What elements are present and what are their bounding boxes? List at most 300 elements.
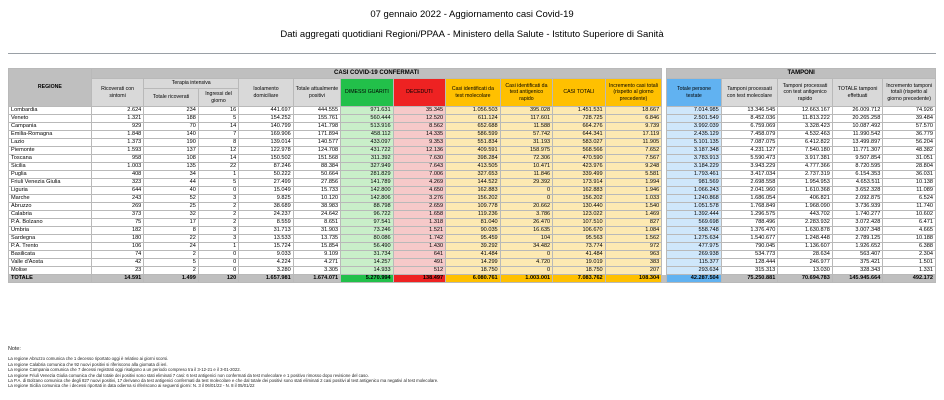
value-cell: 929 [91,123,144,131]
value-cell: 6.154.353 [832,171,882,179]
value-cell: 3.187.348 [667,147,722,155]
value-cell: 15.854 [293,243,340,251]
value-cell: 269.938 [667,251,722,259]
value-cell: 10.188 [883,235,936,243]
value-cell: 141.798 [293,123,340,131]
table-row [9,131,936,139]
value-cell: 1.686.054 [721,195,778,203]
value-cell: 16 [198,107,238,115]
value-cell: 39.484 [883,115,936,123]
value-cell: 18.667 [605,107,662,115]
value-cell: 24.237 [239,211,294,219]
value-cell: 9.353 [393,139,446,147]
value-cell: 14.257 [341,259,394,267]
value-cell: 95.459 [446,235,501,243]
value-cell: 8 [144,227,199,235]
value-cell: 444.555 [293,107,340,115]
value-cell: 7.630 [393,155,446,163]
value-cell: 123.022 [553,211,606,219]
value-cell: 7.643 [393,163,446,171]
table-row [9,147,936,155]
value-cell: 1.318 [393,219,446,227]
covid-data-table [8,68,936,283]
value-cell: 137 [144,147,199,155]
value-cell: 512 [393,267,446,275]
table-row [9,195,936,203]
value-cell: 2.624 [91,107,144,115]
value-cell: 963 [605,251,662,259]
value-cell: 109.778 [446,203,501,211]
value-cell: 3 [198,235,238,243]
value-cell: 1.593 [91,147,144,155]
value-cell: 3.280 [239,267,294,275]
value-cell: 107.510 [553,219,606,227]
value-cell: 135 [144,163,199,171]
value-cell: 106 [91,243,144,251]
table-row [9,187,936,195]
region-cell: Umbria [9,227,92,235]
value-cell: 458.112 [341,131,394,139]
value-cell: 48.382 [883,147,936,155]
note-line: La regione Calabria comunica che 92 nuovi positivi si riferiscono alla giornata di ieri. [8,361,168,367]
value-cell: 190 [144,139,199,147]
region-cell: Friuli Venezia Giulia [9,179,92,187]
value-cell: 12 [198,147,238,155]
value-cell: 17 [144,219,199,227]
value-cell: 24.642 [293,211,340,219]
column-header-ti-ricoverati: Totale ricoverati [144,89,199,107]
value-cell: 81.040 [446,219,501,227]
value-cell: 8.452.036 [721,115,778,123]
value-cell: 4.532.463 [778,131,833,139]
value-cell: 17.119 [605,131,662,139]
value-cell: 1.501 [883,259,936,267]
value-cell: 477.975 [667,243,722,251]
value-cell: 1.499 [144,275,199,283]
value-cell: 568.566 [553,147,606,155]
value-cell: 27.856 [293,179,340,187]
value-cell: 158.975 [500,147,553,155]
value-cell: 150.502 [239,155,294,163]
value-cell: 644.341 [553,131,606,139]
value-cell: 1.066.243 [667,187,722,195]
value-cell: 406.821 [778,195,833,203]
value-cell: 20.662 [500,203,553,211]
value-cell: 1.630.878 [778,227,833,235]
value-cell: 2.659 [393,203,446,211]
value-cell: 0 [198,267,238,275]
value-cell: 1.331 [883,267,936,275]
value-cell: 6.759.069 [721,123,778,131]
region-cell: Calabria [9,211,92,219]
value-cell: 443.702 [778,211,833,219]
value-cell: 1.084 [605,227,662,235]
value-cell: 6.080.761 [446,275,501,283]
region-cell: Lombardia [9,107,92,115]
value-cell: 1.954.953 [778,179,833,187]
value-cell: 7.567 [605,155,662,163]
value-cell: 7 [198,131,238,139]
value-cell: 13.346.545 [721,107,778,115]
value-cell: 31.713 [239,227,294,235]
table-row [9,179,936,187]
value-cell: 13.499.897 [832,139,882,147]
value-cell: 88.798 [341,203,394,211]
value-cell: 1.033 [605,195,662,203]
value-cell: 6.388 [883,243,936,251]
region-cell: Sicilia [9,163,92,171]
value-cell: 6.846 [605,115,662,123]
value-cell: 2.501.549 [667,115,722,123]
value-cell: 5 [144,259,199,267]
value-cell: 971.631 [341,107,394,115]
value-cell: 1.658 [393,211,446,219]
column-header-isolamento: Isolamento domiciliare [239,79,294,107]
value-cell: 534.773 [721,251,778,259]
value-cell: 972 [605,243,662,251]
table-total-row [9,275,936,283]
value-cell: 3.736.939 [832,203,882,211]
value-cell: 5.581 [605,171,662,179]
value-cell: 2.092.875 [832,195,882,203]
value-cell: 108.304 [605,275,662,283]
table-row [9,139,936,147]
value-cell: 144.522 [446,179,501,187]
value-cell: 1.056.503 [446,107,501,115]
value-cell: 3.184.229 [667,163,722,171]
region-cell: Sardegna [9,235,92,243]
value-cell: 97.541 [341,219,394,227]
value-cell: 1.003.001 [500,275,553,283]
region-cell: Lazio [9,139,92,147]
value-cell: 8.562 [393,123,446,131]
value-cell: 74.926 [883,107,936,115]
value-cell: 9.248 [605,163,662,171]
value-cell: 1.296.575 [721,211,778,219]
value-cell: 413.505 [446,163,501,171]
group-header-tamponi: TAMPONI [667,69,936,79]
value-cell: 5 [198,115,238,123]
table-body [9,107,936,283]
value-cell: 14 [198,155,238,163]
table-row [9,203,936,211]
value-cell: 41.484 [446,251,501,259]
region-cell: Basilicata [9,251,92,259]
value-cell: 13.735 [293,235,340,243]
value-cell: 491 [393,259,446,267]
value-cell: 74 [91,251,144,259]
value-cell: 1.540.677 [721,235,778,243]
value-cell: 1.674.071 [293,275,340,283]
value-cell: 70.694.783 [778,275,833,283]
value-cell: 243 [91,195,144,203]
value-cell: 3.417.034 [721,171,778,179]
value-cell: 2 [144,267,199,275]
value-cell: 80.086 [341,235,394,243]
value-cell: 12.136 [393,147,446,155]
value-cell: 327.949 [341,163,394,171]
region-cell: TOTALE [9,275,92,283]
region-cell: Puglia [9,171,92,179]
column-header-regione: REGIONE [9,69,92,107]
value-cell: 611.124 [446,115,501,123]
value-cell: 2.789.125 [832,235,882,243]
value-cell: 7.006 [393,171,446,179]
region-cell: Liguria [9,187,92,195]
value-cell: 130.440 [553,203,606,211]
value-cell: 9.109 [293,251,340,259]
value-cell: 3.072.428 [832,219,882,227]
value-cell: 40 [144,187,199,195]
column-header-positivi: Totale attualmente positivi [293,79,340,107]
value-cell: 1.610.368 [778,187,833,195]
value-cell: 154.252 [239,115,294,123]
value-cell: 56.490 [341,243,394,251]
value-cell: 2 [198,219,238,227]
value-cell: 115.377 [667,259,722,267]
value-cell: 10.602 [883,211,936,219]
value-cell: 117.601 [500,115,553,123]
value-cell: 492.172 [883,275,936,283]
value-cell: 162.883 [446,187,501,195]
value-cell: 1.793.461 [667,171,722,179]
value-cell: 3.943.229 [721,163,778,171]
note-line: La regione Friuli Venezia Giulia comunica che dal totale dei positivi sono stati eliminati 7 casi: 6 test antigenici non confermati da test molecolare e 1 positivo rimosso dopo revisione del caso. [8,372,369,378]
value-cell: 3.276 [393,195,446,203]
table-row [9,123,936,131]
value-cell: 1.740.277 [832,211,882,219]
value-cell: 10.087.492 [832,123,882,131]
value-cell: 32 [144,211,199,219]
value-cell: 7.458.079 [721,131,778,139]
value-cell: 1.373 [91,139,144,147]
value-cell: 29.392 [500,179,553,187]
value-cell: 15.724 [239,243,294,251]
value-cell: 1.994 [605,179,662,187]
value-cell: 1.848 [91,131,144,139]
value-cell: 140 [144,131,199,139]
column-header-tamponi-molecolare: Tamponi processati con test molecolare [721,79,778,107]
column-header-ricoverati: Ricoverati con sintomi [91,79,144,107]
value-cell: 39.292 [446,243,501,251]
value-cell: 1.521 [393,227,446,235]
value-cell: 173.914 [553,179,606,187]
value-cell: 188 [144,115,199,123]
value-cell: 409.591 [446,147,501,155]
value-cell: 1.451.531 [553,107,606,115]
value-cell: 34.482 [500,243,553,251]
region-cell: Piemonte [9,147,92,155]
value-cell: 3.007.348 [832,227,882,235]
value-cell: 31.903 [293,227,340,235]
value-cell: 42 [91,259,144,267]
value-cell: 36.779 [883,131,936,139]
value-cell: 551.834 [446,139,501,147]
value-cell: 20.265.258 [832,115,882,123]
value-cell: 981.569 [667,179,722,187]
region-cell: P.A. Bolzano [9,219,92,227]
value-cell: 10.138 [883,179,936,187]
value-cell: 3.992.039 [667,123,722,131]
column-header-deceduti: DECEDUTI [393,79,446,107]
value-cell: 441.697 [239,107,294,115]
header-divider [8,53,936,54]
value-cell: 16.635 [500,227,553,235]
value-cell: 7.083.762 [553,275,606,283]
value-cell: 5.590.473 [721,155,778,163]
value-cell: 15.049 [239,187,294,195]
value-cell: 246.977 [778,259,833,267]
value-cell: 119.236 [446,211,501,219]
value-cell: 1.926.652 [832,243,882,251]
table-row [9,163,936,171]
value-cell: 1.968.090 [778,203,833,211]
column-header-tamponi-totale: TOTALE tamponi effettuati [832,79,882,107]
value-cell: 827 [605,219,662,227]
value-cell: 26.470 [500,219,553,227]
value-cell: 128.444 [721,259,778,267]
value-cell: 28.634 [778,251,833,259]
value-cell: 1.051.578 [667,203,722,211]
column-header-id-molecolare: Casi identificati da test molecolare [446,79,501,107]
value-cell: 22 [144,235,199,243]
value-cell: 108 [144,155,199,163]
value-cell: 14.299 [446,259,501,267]
value-cell: 1.469 [605,211,662,219]
value-cell: 24 [144,243,199,251]
value-cell: 2 [198,211,238,219]
value-cell: 11.771.307 [832,147,882,155]
value-cell: 14.933 [341,267,394,275]
value-cell: 1.562 [605,235,662,243]
value-cell: 375.421 [832,259,882,267]
group-header-terapia-intensiva: Terapia intensiva [144,79,239,89]
page-title: 07 gennaio 2022 - Aggiornamento casi Covid-19 [370,9,574,20]
value-cell: 5.270.994 [341,275,394,283]
value-cell: 207 [605,267,662,275]
value-cell: 1.392.444 [667,211,722,219]
column-header-tamponi-incremento: Incremento tamponi totali (rispetto al giorno precedente) [883,79,936,107]
group-header-confermati: CASI COVID-19 CONFERMATI [91,69,661,79]
value-cell: 31.193 [500,139,553,147]
value-cell: 1.540 [605,203,662,211]
value-cell: 0 [500,267,553,275]
table-row [9,171,936,179]
table-row [9,219,936,227]
table-row [9,227,936,235]
value-cell: 4.777.366 [778,163,833,171]
value-cell: 1 [198,171,238,179]
value-cell: 1.430 [393,243,446,251]
value-cell: 3 [198,195,238,203]
column-header-incremento-casi: Incremento casi totali (rispetto al giorno precedente) [605,79,662,107]
value-cell: 15.733 [293,187,340,195]
value-cell: 90.035 [446,227,501,235]
value-cell: 4.720 [500,259,553,267]
value-cell: 2.283.932 [778,219,833,227]
value-cell: 281.829 [341,171,394,179]
value-cell: 75 [91,219,144,227]
value-cell: 1.321 [91,115,144,123]
value-cell: 339.499 [553,171,606,179]
column-header-dimessi: DIMESSI GUARITI [341,79,394,107]
value-cell: 664.276 [553,123,606,131]
value-cell: 0 [500,251,553,259]
value-cell: 323 [91,179,144,187]
note-line: La regione Abruzzo comunica che 1 decesso riportato oggi è relativo ai giorni scorsi. [8,356,169,362]
column-header-ti-ingressi: Ingressi del giorno [198,89,238,107]
value-cell: 2.737.319 [778,171,833,179]
value-cell: 12.663.167 [778,107,833,115]
value-cell: 95.563 [553,235,606,243]
value-cell: 2 [144,251,199,259]
table-row [9,267,936,275]
value-cell: 104 [500,235,553,243]
value-cell: 2.435.129 [667,131,722,139]
value-cell: 3.328.423 [778,123,833,131]
value-cell: 73.774 [553,243,606,251]
note-line: La regione Sicilia comunica che i decessi riportati in data odierna si riferiscono ai seguenti giorni: N. 3 il 06/01/22 - N. 8 il 05/01/22 [8,383,255,389]
value-cell: 790.045 [721,243,778,251]
value-cell: 8 [198,139,238,147]
value-cell: 106.670 [553,227,606,235]
value-cell: 2.304 [883,251,936,259]
value-cell: 3.305 [293,267,340,275]
value-cell: 4.271 [293,259,340,267]
value-cell: 4.224 [239,259,294,267]
value-cell: 145.945.664 [832,275,882,283]
value-cell: 3 [198,227,238,235]
value-cell: 18.750 [553,267,606,275]
value-cell: 14.335 [393,131,446,139]
region-cell: Valle d'Aosta [9,259,92,267]
value-cell: 38.983 [293,203,340,211]
value-cell: 120 [198,275,238,283]
value-cell: 44 [144,179,199,187]
value-cell: 11.813.222 [778,115,833,123]
value-cell: 162.883 [553,187,606,195]
value-cell: 23 [91,267,144,275]
value-cell: 0 [198,251,238,259]
value-cell: 42.287.504 [667,275,722,283]
value-cell: 151.568 [293,155,340,163]
value-cell: 1.376.470 [721,227,778,235]
value-cell: 408 [91,171,144,179]
value-cell: 6.412.822 [778,139,833,147]
value-cell: 87.246 [239,163,294,171]
value-cell: 18.750 [446,267,501,275]
value-cell: 7.014.985 [667,107,722,115]
value-cell: 7.540.180 [778,147,833,155]
page-subtitle: Dati aggregati quotidiani Regioni/PPAA - Ministero della Salute - Istituto Superiore di Sanità [280,29,664,40]
value-cell: 4.231.127 [721,147,778,155]
value-cell: 9.507.854 [832,155,882,163]
value-cell: 11.990.542 [832,131,882,139]
value-cell: 423.976 [553,163,606,171]
value-cell: 12.520 [393,115,446,123]
column-header-casi-totali: CASI TOTALI [553,79,606,107]
value-cell: 156.202 [446,195,501,203]
table-row [9,251,936,259]
value-cell: 180 [91,235,144,243]
region-cell: Veneto [9,115,92,123]
table-row [9,115,936,123]
value-cell: 4.653.511 [832,179,882,187]
value-cell: 38.689 [239,203,294,211]
region-cell: Molise [9,267,92,275]
value-cell: 70 [144,123,199,131]
value-cell: 25 [144,203,199,211]
